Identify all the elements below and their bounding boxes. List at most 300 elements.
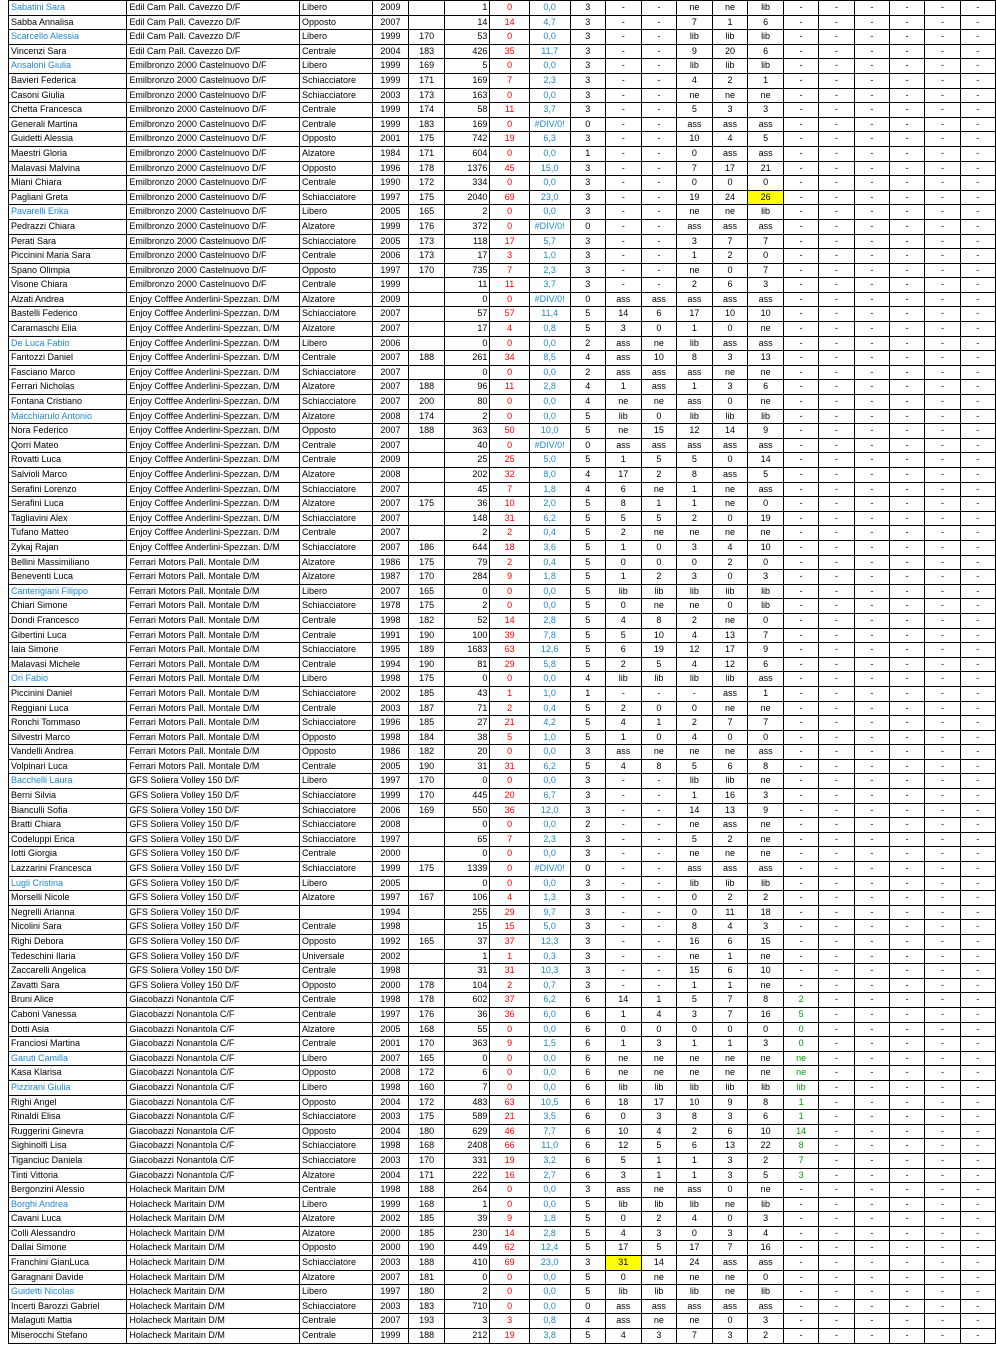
role-cell[interactable]: Opposto — [299, 1124, 372, 1139]
game-5-cell[interactable]: 0 — [748, 1022, 784, 1037]
height-cell[interactable]: 187 — [409, 701, 445, 716]
height-cell[interactable]: 171 — [409, 73, 445, 88]
game-1-cell[interactable]: - — [605, 44, 641, 59]
games-played-cell[interactable]: 1 — [570, 686, 605, 701]
total-points-cell[interactable]: 14 — [444, 15, 489, 30]
game-11-cell[interactable]: - — [960, 380, 995, 395]
total-points-cell[interactable]: 163 — [444, 88, 489, 103]
game-4-cell[interactable]: 0 — [712, 176, 748, 191]
birth-year-cell[interactable]: 1996 — [372, 161, 409, 176]
game-9-cell[interactable]: - — [889, 44, 924, 59]
games-played-cell[interactable]: 0 — [570, 292, 605, 307]
height-cell[interactable]: 170 — [409, 570, 445, 585]
game-2-cell[interactable]: - — [641, 832, 677, 847]
season-points-cell[interactable]: 2 — [490, 526, 529, 541]
height-cell[interactable]: 173 — [409, 234, 445, 249]
team-cell[interactable]: Giacobazzi Nonantola C/F — [127, 1139, 300, 1154]
game-5-cell[interactable]: ass — [748, 336, 784, 351]
average-cell[interactable]: 0,8 — [529, 1314, 570, 1329]
role-cell[interactable]: Libero — [299, 1051, 372, 1066]
game-10-cell[interactable]: - — [925, 161, 960, 176]
game-3-cell[interactable]: 3 — [677, 540, 713, 555]
game-10-cell[interactable]: - — [925, 949, 960, 964]
birth-year-cell[interactable]: 1994 — [372, 905, 409, 920]
game-8-cell[interactable]: - — [854, 643, 889, 658]
game-8-cell[interactable]: - — [854, 409, 889, 424]
game-2-cell[interactable]: 14 — [641, 1256, 677, 1271]
game-1-cell[interactable]: 0 — [605, 1212, 641, 1227]
game-9-cell[interactable]: - — [889, 424, 924, 439]
game-7-cell[interactable]: - — [819, 1197, 854, 1212]
game-6-cell[interactable]: - — [783, 1226, 818, 1241]
season-points-cell[interactable]: 2 — [490, 555, 529, 570]
game-4-cell[interactable]: ne — [712, 1197, 748, 1212]
game-9-cell[interactable]: - — [889, 935, 924, 950]
total-points-cell[interactable]: 2 — [444, 599, 489, 614]
game-11-cell[interactable]: - — [960, 920, 995, 935]
season-points-cell[interactable]: 21 — [490, 716, 529, 731]
birth-year-cell[interactable]: 2007 — [372, 307, 409, 322]
game-10-cell[interactable]: - — [925, 263, 960, 278]
team-cell[interactable]: Giacobazzi Nonantola C/F — [127, 1022, 300, 1037]
birth-year-cell[interactable]: 2002 — [372, 1212, 409, 1227]
player-name-cell[interactable]: Maestri Gloria — [9, 146, 127, 161]
game-1-cell[interactable]: 6 — [605, 482, 641, 497]
season-points-cell[interactable]: 0 — [490, 292, 529, 307]
game-3-cell[interactable]: lib — [677, 876, 713, 891]
game-8-cell[interactable]: - — [854, 1007, 889, 1022]
game-1-cell[interactable]: - — [605, 234, 641, 249]
game-9-cell[interactable]: - — [889, 1183, 924, 1198]
game-9-cell[interactable]: - — [889, 59, 924, 74]
game-7-cell[interactable]: - — [819, 672, 854, 687]
average-cell[interactable]: 0,0 — [529, 1066, 570, 1081]
average-cell[interactable]: 0,0 — [529, 1183, 570, 1198]
game-4-cell[interactable]: 7 — [712, 234, 748, 249]
team-cell[interactable]: Ferrari Motors Pall. Montale D/M — [127, 613, 300, 628]
game-9-cell[interactable]: - — [889, 1197, 924, 1212]
game-7-cell[interactable]: - — [819, 190, 854, 205]
game-3-cell[interactable]: 14 — [677, 803, 713, 818]
game-10-cell[interactable]: - — [925, 789, 960, 804]
role-cell[interactable]: Centrale — [299, 759, 372, 774]
average-cell[interactable]: 0,4 — [529, 701, 570, 716]
average-cell[interactable]: 6,2 — [529, 993, 570, 1008]
game-1-cell[interactable]: 0 — [605, 555, 641, 570]
game-7-cell[interactable]: - — [819, 1285, 854, 1300]
birth-year-cell[interactable]: 2001 — [372, 1037, 409, 1052]
game-10-cell[interactable]: - — [925, 234, 960, 249]
game-6-cell[interactable]: - — [783, 117, 818, 132]
game-3-cell[interactable]: 0 — [677, 701, 713, 716]
games-played-cell[interactable]: 3 — [570, 1183, 605, 1198]
game-5-cell[interactable]: 7 — [748, 234, 784, 249]
game-1-cell[interactable]: 4 — [605, 1329, 641, 1344]
role-cell[interactable]: Libero — [299, 876, 372, 891]
game-9-cell[interactable]: - — [889, 263, 924, 278]
game-11-cell[interactable]: - — [960, 103, 995, 118]
average-cell[interactable]: 2,3 — [529, 832, 570, 847]
average-cell[interactable]: 8,5 — [529, 351, 570, 366]
game-7-cell[interactable]: - — [819, 365, 854, 380]
game-4-cell[interactable]: ne — [712, 526, 748, 541]
height-cell[interactable]: 183 — [409, 44, 445, 59]
game-9-cell[interactable]: - — [889, 468, 924, 483]
game-6-cell[interactable]: - — [783, 234, 818, 249]
average-cell[interactable]: 5,8 — [529, 657, 570, 672]
game-1-cell[interactable]: - — [605, 905, 641, 920]
game-1-cell[interactable]: - — [605, 686, 641, 701]
season-points-cell[interactable]: 25 — [490, 453, 529, 468]
birth-year-cell[interactable]: 1999 — [372, 117, 409, 132]
game-11-cell[interactable]: - — [960, 117, 995, 132]
game-4-cell[interactable]: 20 — [712, 44, 748, 59]
games-played-cell[interactable]: 3 — [570, 832, 605, 847]
game-10-cell[interactable]: - — [925, 555, 960, 570]
player-name-cell[interactable]: Guidetti Nicolas — [9, 1285, 127, 1300]
height-cell[interactable]: 183 — [409, 1299, 445, 1314]
season-points-cell[interactable]: 31 — [490, 964, 529, 979]
game-5-cell[interactable]: 18 — [748, 905, 784, 920]
season-points-cell[interactable]: 36 — [490, 803, 529, 818]
average-cell[interactable]: 7,8 — [529, 628, 570, 643]
game-9-cell[interactable]: - — [889, 905, 924, 920]
average-cell[interactable]: 6,2 — [529, 759, 570, 774]
player-name-cell[interactable]: Lazzarini Francesca — [9, 862, 127, 877]
game-6-cell[interactable]: - — [783, 307, 818, 322]
team-cell[interactable]: GFS Soliera Volley 150 D/F — [127, 978, 300, 993]
game-2-cell[interactable]: 5 — [641, 511, 677, 526]
game-1-cell[interactable]: 17 — [605, 1241, 641, 1256]
game-4-cell[interactable]: 9 — [712, 1095, 748, 1110]
game-6-cell[interactable]: - — [783, 862, 818, 877]
game-11-cell[interactable]: - — [960, 205, 995, 220]
average-cell[interactable]: 0,7 — [529, 978, 570, 993]
average-cell[interactable]: 10,5 — [529, 1095, 570, 1110]
game-4-cell[interactable]: 0 — [712, 1022, 748, 1037]
games-played-cell[interactable]: 3 — [570, 789, 605, 804]
game-9-cell[interactable]: - — [889, 964, 924, 979]
birth-year-cell[interactable]: 1998 — [372, 1080, 409, 1095]
player-name-cell[interactable]: Lugli Cristina — [9, 876, 127, 891]
player-name-cell[interactable]: Negrelli Arianna — [9, 905, 127, 920]
game-8-cell[interactable]: - — [854, 1153, 889, 1168]
game-2-cell[interactable]: ass — [641, 292, 677, 307]
game-5-cell[interactable]: ass — [748, 862, 784, 877]
role-cell[interactable]: Schiacciatore — [299, 862, 372, 877]
game-5-cell[interactable]: lib — [748, 409, 784, 424]
game-3-cell[interactable]: ne — [677, 88, 713, 103]
game-2-cell[interactable]: - — [641, 30, 677, 45]
game-11-cell[interactable]: - — [960, 219, 995, 234]
player-name-cell[interactable]: Ori Fabio — [9, 672, 127, 687]
height-cell[interactable]: 174 — [409, 103, 445, 118]
games-played-cell[interactable]: 5 — [570, 1226, 605, 1241]
game-8-cell[interactable]: - — [854, 365, 889, 380]
game-8-cell[interactable]: - — [854, 1037, 889, 1052]
game-6-cell[interactable]: - — [783, 847, 818, 862]
game-11-cell[interactable]: - — [960, 453, 995, 468]
total-points-cell[interactable]: 169 — [444, 73, 489, 88]
game-2-cell[interactable]: 8 — [641, 613, 677, 628]
season-points-cell[interactable]: 45 — [490, 161, 529, 176]
game-11-cell[interactable]: - — [960, 249, 995, 264]
game-3-cell[interactable]: 1 — [677, 978, 713, 993]
total-points-cell[interactable]: 27 — [444, 716, 489, 731]
game-10-cell[interactable]: - — [925, 599, 960, 614]
games-played-cell[interactable]: 5 — [570, 628, 605, 643]
player-name-cell[interactable]: Codeluppi Erica — [9, 832, 127, 847]
height-cell[interactable] — [409, 336, 445, 351]
game-8-cell[interactable]: - — [854, 876, 889, 891]
game-1-cell[interactable]: - — [605, 88, 641, 103]
game-8-cell[interactable]: - — [854, 351, 889, 366]
average-cell[interactable]: 10,3 — [529, 964, 570, 979]
games-played-cell[interactable]: 3 — [570, 964, 605, 979]
role-cell[interactable]: Centrale — [299, 351, 372, 366]
game-8-cell[interactable]: - — [854, 1080, 889, 1095]
games-played-cell[interactable]: 3 — [570, 935, 605, 950]
game-7-cell[interactable]: - — [819, 453, 854, 468]
game-5-cell[interactable]: 8 — [748, 1095, 784, 1110]
game-2-cell[interactable]: - — [641, 44, 677, 59]
game-2-cell[interactable]: - — [641, 73, 677, 88]
game-1-cell[interactable]: - — [605, 132, 641, 147]
role-cell[interactable]: Schiacciatore — [299, 88, 372, 103]
game-4-cell[interactable]: 2 — [712, 891, 748, 906]
game-3-cell[interactable]: 12 — [677, 643, 713, 658]
game-6-cell[interactable]: - — [783, 322, 818, 337]
game-1-cell[interactable]: ass — [605, 1314, 641, 1329]
role-cell[interactable]: Schiacciatore — [299, 365, 372, 380]
total-points-cell[interactable]: 602 — [444, 993, 489, 1008]
role-cell[interactable]: Opposto — [299, 745, 372, 760]
game-9-cell[interactable]: - — [889, 949, 924, 964]
game-2-cell[interactable]: ne — [641, 482, 677, 497]
game-3-cell[interactable]: lib — [677, 30, 713, 45]
birth-year-cell[interactable]: 1997 — [372, 774, 409, 789]
total-points-cell[interactable]: 36 — [444, 497, 489, 512]
games-played-cell[interactable]: 5 — [570, 701, 605, 716]
total-points-cell[interactable]: 742 — [444, 132, 489, 147]
game-10-cell[interactable]: - — [925, 468, 960, 483]
game-2-cell[interactable]: - — [641, 803, 677, 818]
game-8-cell[interactable]: - — [854, 949, 889, 964]
average-cell[interactable]: 6,7 — [529, 789, 570, 804]
game-10-cell[interactable]: - — [925, 993, 960, 1008]
game-2-cell[interactable]: ne — [641, 1183, 677, 1198]
average-cell[interactable]: 2,8 — [529, 1226, 570, 1241]
season-points-cell[interactable]: 0 — [490, 1285, 529, 1300]
game-11-cell[interactable]: - — [960, 1110, 995, 1125]
role-cell[interactable]: Centrale — [299, 278, 372, 293]
games-played-cell[interactable]: 3 — [570, 249, 605, 264]
team-cell[interactable]: Enjoy Cofffee Anderlini-Spezzan. D/M — [127, 540, 300, 555]
player-name-cell[interactable]: Iaia Simone — [9, 643, 127, 658]
game-4-cell[interactable]: lib — [712, 30, 748, 45]
game-8-cell[interactable]: - — [854, 964, 889, 979]
team-cell[interactable]: Enjoy Cofffee Anderlini-Spezzan. D/M — [127, 511, 300, 526]
total-points-cell[interactable]: 71 — [444, 701, 489, 716]
game-8-cell[interactable]: - — [854, 774, 889, 789]
game-3-cell[interactable]: 0 — [677, 891, 713, 906]
game-3-cell[interactable]: 4 — [677, 73, 713, 88]
game-3-cell[interactable]: 1 — [677, 1153, 713, 1168]
total-points-cell[interactable]: 52 — [444, 613, 489, 628]
game-10-cell[interactable]: - — [925, 876, 960, 891]
total-points-cell[interactable]: 284 — [444, 570, 489, 585]
team-cell[interactable]: Enjoy Cofffee Anderlini-Spezzan. D/M — [127, 307, 300, 322]
height-cell[interactable]: 175 — [409, 672, 445, 687]
game-1-cell[interactable]: 1 — [605, 453, 641, 468]
game-1-cell[interactable]: ne — [605, 1066, 641, 1081]
birth-year-cell[interactable]: 2007 — [372, 322, 409, 337]
game-6-cell[interactable]: - — [783, 789, 818, 804]
player-name-cell[interactable]: Bratti Chiara — [9, 818, 127, 833]
game-6-cell[interactable]: - — [783, 540, 818, 555]
game-1-cell[interactable]: - — [605, 891, 641, 906]
game-2-cell[interactable]: ne — [641, 745, 677, 760]
total-points-cell[interactable]: 363 — [444, 424, 489, 439]
game-1-cell[interactable]: - — [605, 862, 641, 877]
game-11-cell[interactable]: - — [960, 832, 995, 847]
team-cell[interactable]: GFS Soliera Volley 150 D/F — [127, 905, 300, 920]
total-points-cell[interactable]: 0 — [444, 584, 489, 599]
birth-year-cell[interactable]: 1999 — [372, 862, 409, 877]
game-3-cell[interactable]: ne — [677, 1066, 713, 1081]
game-7-cell[interactable]: - — [819, 628, 854, 643]
average-cell[interactable]: 3,7 — [529, 103, 570, 118]
team-cell[interactable]: Ferrari Motors Pall. Montale D/M — [127, 657, 300, 672]
season-points-cell[interactable]: 0 — [490, 88, 529, 103]
game-5-cell[interactable]: 1 — [748, 686, 784, 701]
season-points-cell[interactable]: 0 — [490, 146, 529, 161]
role-cell[interactable]: Libero — [299, 672, 372, 687]
game-4-cell[interactable]: ass — [712, 1299, 748, 1314]
team-cell[interactable]: GFS Soliera Volley 150 D/F — [127, 847, 300, 862]
height-cell[interactable]: 168 — [409, 1197, 445, 1212]
game-11-cell[interactable]: - — [960, 949, 995, 964]
season-points-cell[interactable]: 4 — [490, 891, 529, 906]
total-points-cell[interactable]: 264 — [444, 1183, 489, 1198]
height-cell[interactable]: 184 — [409, 730, 445, 745]
game-10-cell[interactable]: - — [925, 701, 960, 716]
game-6-cell[interactable]: - — [783, 643, 818, 658]
game-9-cell[interactable]: - — [889, 1007, 924, 1022]
game-7-cell[interactable]: - — [819, 1066, 854, 1081]
games-played-cell[interactable]: 5 — [570, 409, 605, 424]
player-name-cell[interactable]: Guidetti Alessia — [9, 132, 127, 147]
game-9-cell[interactable]: - — [889, 672, 924, 687]
height-cell[interactable] — [409, 438, 445, 453]
game-2-cell[interactable]: 0 — [641, 409, 677, 424]
height-cell[interactable]: 170 — [409, 774, 445, 789]
game-4-cell[interactable]: ne — [712, 847, 748, 862]
season-points-cell[interactable]: 39 — [490, 628, 529, 643]
game-6-cell[interactable]: 5 — [783, 1007, 818, 1022]
season-points-cell[interactable]: 0 — [490, 1299, 529, 1314]
game-2-cell[interactable]: ne — [641, 1051, 677, 1066]
games-played-cell[interactable]: 3 — [570, 44, 605, 59]
height-cell[interactable]: 185 — [409, 716, 445, 731]
game-3-cell[interactable]: 1 — [677, 789, 713, 804]
total-points-cell[interactable]: 80 — [444, 395, 489, 410]
game-6-cell[interactable]: - — [783, 424, 818, 439]
game-6-cell[interactable]: - — [783, 263, 818, 278]
game-3-cell[interactable]: - — [677, 686, 713, 701]
game-4-cell[interactable]: 7 — [712, 1007, 748, 1022]
game-10-cell[interactable]: - — [925, 1299, 960, 1314]
game-11-cell[interactable]: - — [960, 30, 995, 45]
average-cell[interactable]: 0,8 — [529, 322, 570, 337]
height-cell[interactable]: 172 — [409, 1066, 445, 1081]
game-6-cell[interactable]: - — [783, 891, 818, 906]
team-cell[interactable]: Giacobazzi Nonantola C/F — [127, 993, 300, 1008]
birth-year-cell[interactable]: 2009 — [372, 292, 409, 307]
game-9-cell[interactable]: - — [889, 1110, 924, 1125]
game-5-cell[interactable]: ne — [748, 847, 784, 862]
role-cell[interactable] — [299, 905, 372, 920]
game-4-cell[interactable]: 0 — [712, 453, 748, 468]
birth-year-cell[interactable]: 2004 — [372, 44, 409, 59]
game-11-cell[interactable]: - — [960, 1285, 995, 1300]
game-4-cell[interactable]: 0 — [712, 570, 748, 585]
game-11-cell[interactable]: - — [960, 278, 995, 293]
average-cell[interactable]: 0,0 — [529, 745, 570, 760]
game-2-cell[interactable]: ne — [641, 395, 677, 410]
game-5-cell[interactable]: ass — [748, 292, 784, 307]
height-cell[interactable]: 170 — [409, 30, 445, 45]
game-1-cell[interactable]: - — [605, 774, 641, 789]
game-6-cell[interactable]: - — [783, 935, 818, 950]
game-10-cell[interactable]: - — [925, 278, 960, 293]
average-cell[interactable]: #DIV/0! — [529, 438, 570, 453]
game-2-cell[interactable]: 2 — [641, 570, 677, 585]
birth-year-cell[interactable]: 1998 — [372, 920, 409, 935]
game-9-cell[interactable]: - — [889, 570, 924, 585]
game-5-cell[interactable]: 6 — [748, 380, 784, 395]
game-4-cell[interactable]: 6 — [712, 278, 748, 293]
game-3-cell[interactable]: 2 — [677, 511, 713, 526]
games-played-cell[interactable]: 6 — [570, 1080, 605, 1095]
role-cell[interactable]: Universale — [299, 949, 372, 964]
game-5-cell[interactable]: 6 — [748, 15, 784, 30]
game-3-cell[interactable]: 5 — [677, 453, 713, 468]
game-3-cell[interactable]: 17 — [677, 307, 713, 322]
game-8-cell[interactable]: - — [854, 920, 889, 935]
game-6-cell[interactable]: - — [783, 1314, 818, 1329]
average-cell[interactable]: 0,0 — [529, 1080, 570, 1095]
game-11-cell[interactable]: - — [960, 628, 995, 643]
game-7-cell[interactable]: - — [819, 818, 854, 833]
game-5-cell[interactable]: 0 — [748, 1270, 784, 1285]
role-cell[interactable]: Centrale — [299, 176, 372, 191]
game-3-cell[interactable]: ass — [677, 862, 713, 877]
height-cell[interactable]: 193 — [409, 1314, 445, 1329]
game-9-cell[interactable]: - — [889, 745, 924, 760]
game-6-cell[interactable]: - — [783, 103, 818, 118]
role-cell[interactable]: Opposto — [299, 15, 372, 30]
game-11-cell[interactable]: - — [960, 555, 995, 570]
games-played-cell[interactable]: 5 — [570, 1197, 605, 1212]
game-2-cell[interactable]: - — [641, 905, 677, 920]
game-2-cell[interactable]: - — [641, 263, 677, 278]
game-7-cell[interactable]: - — [819, 497, 854, 512]
game-10-cell[interactable]: - — [925, 686, 960, 701]
role-cell[interactable]: Alzatore — [299, 292, 372, 307]
birth-year-cell[interactable]: 2009 — [372, 1, 409, 16]
team-cell[interactable]: GFS Soliera Volley 150 D/F — [127, 818, 300, 833]
